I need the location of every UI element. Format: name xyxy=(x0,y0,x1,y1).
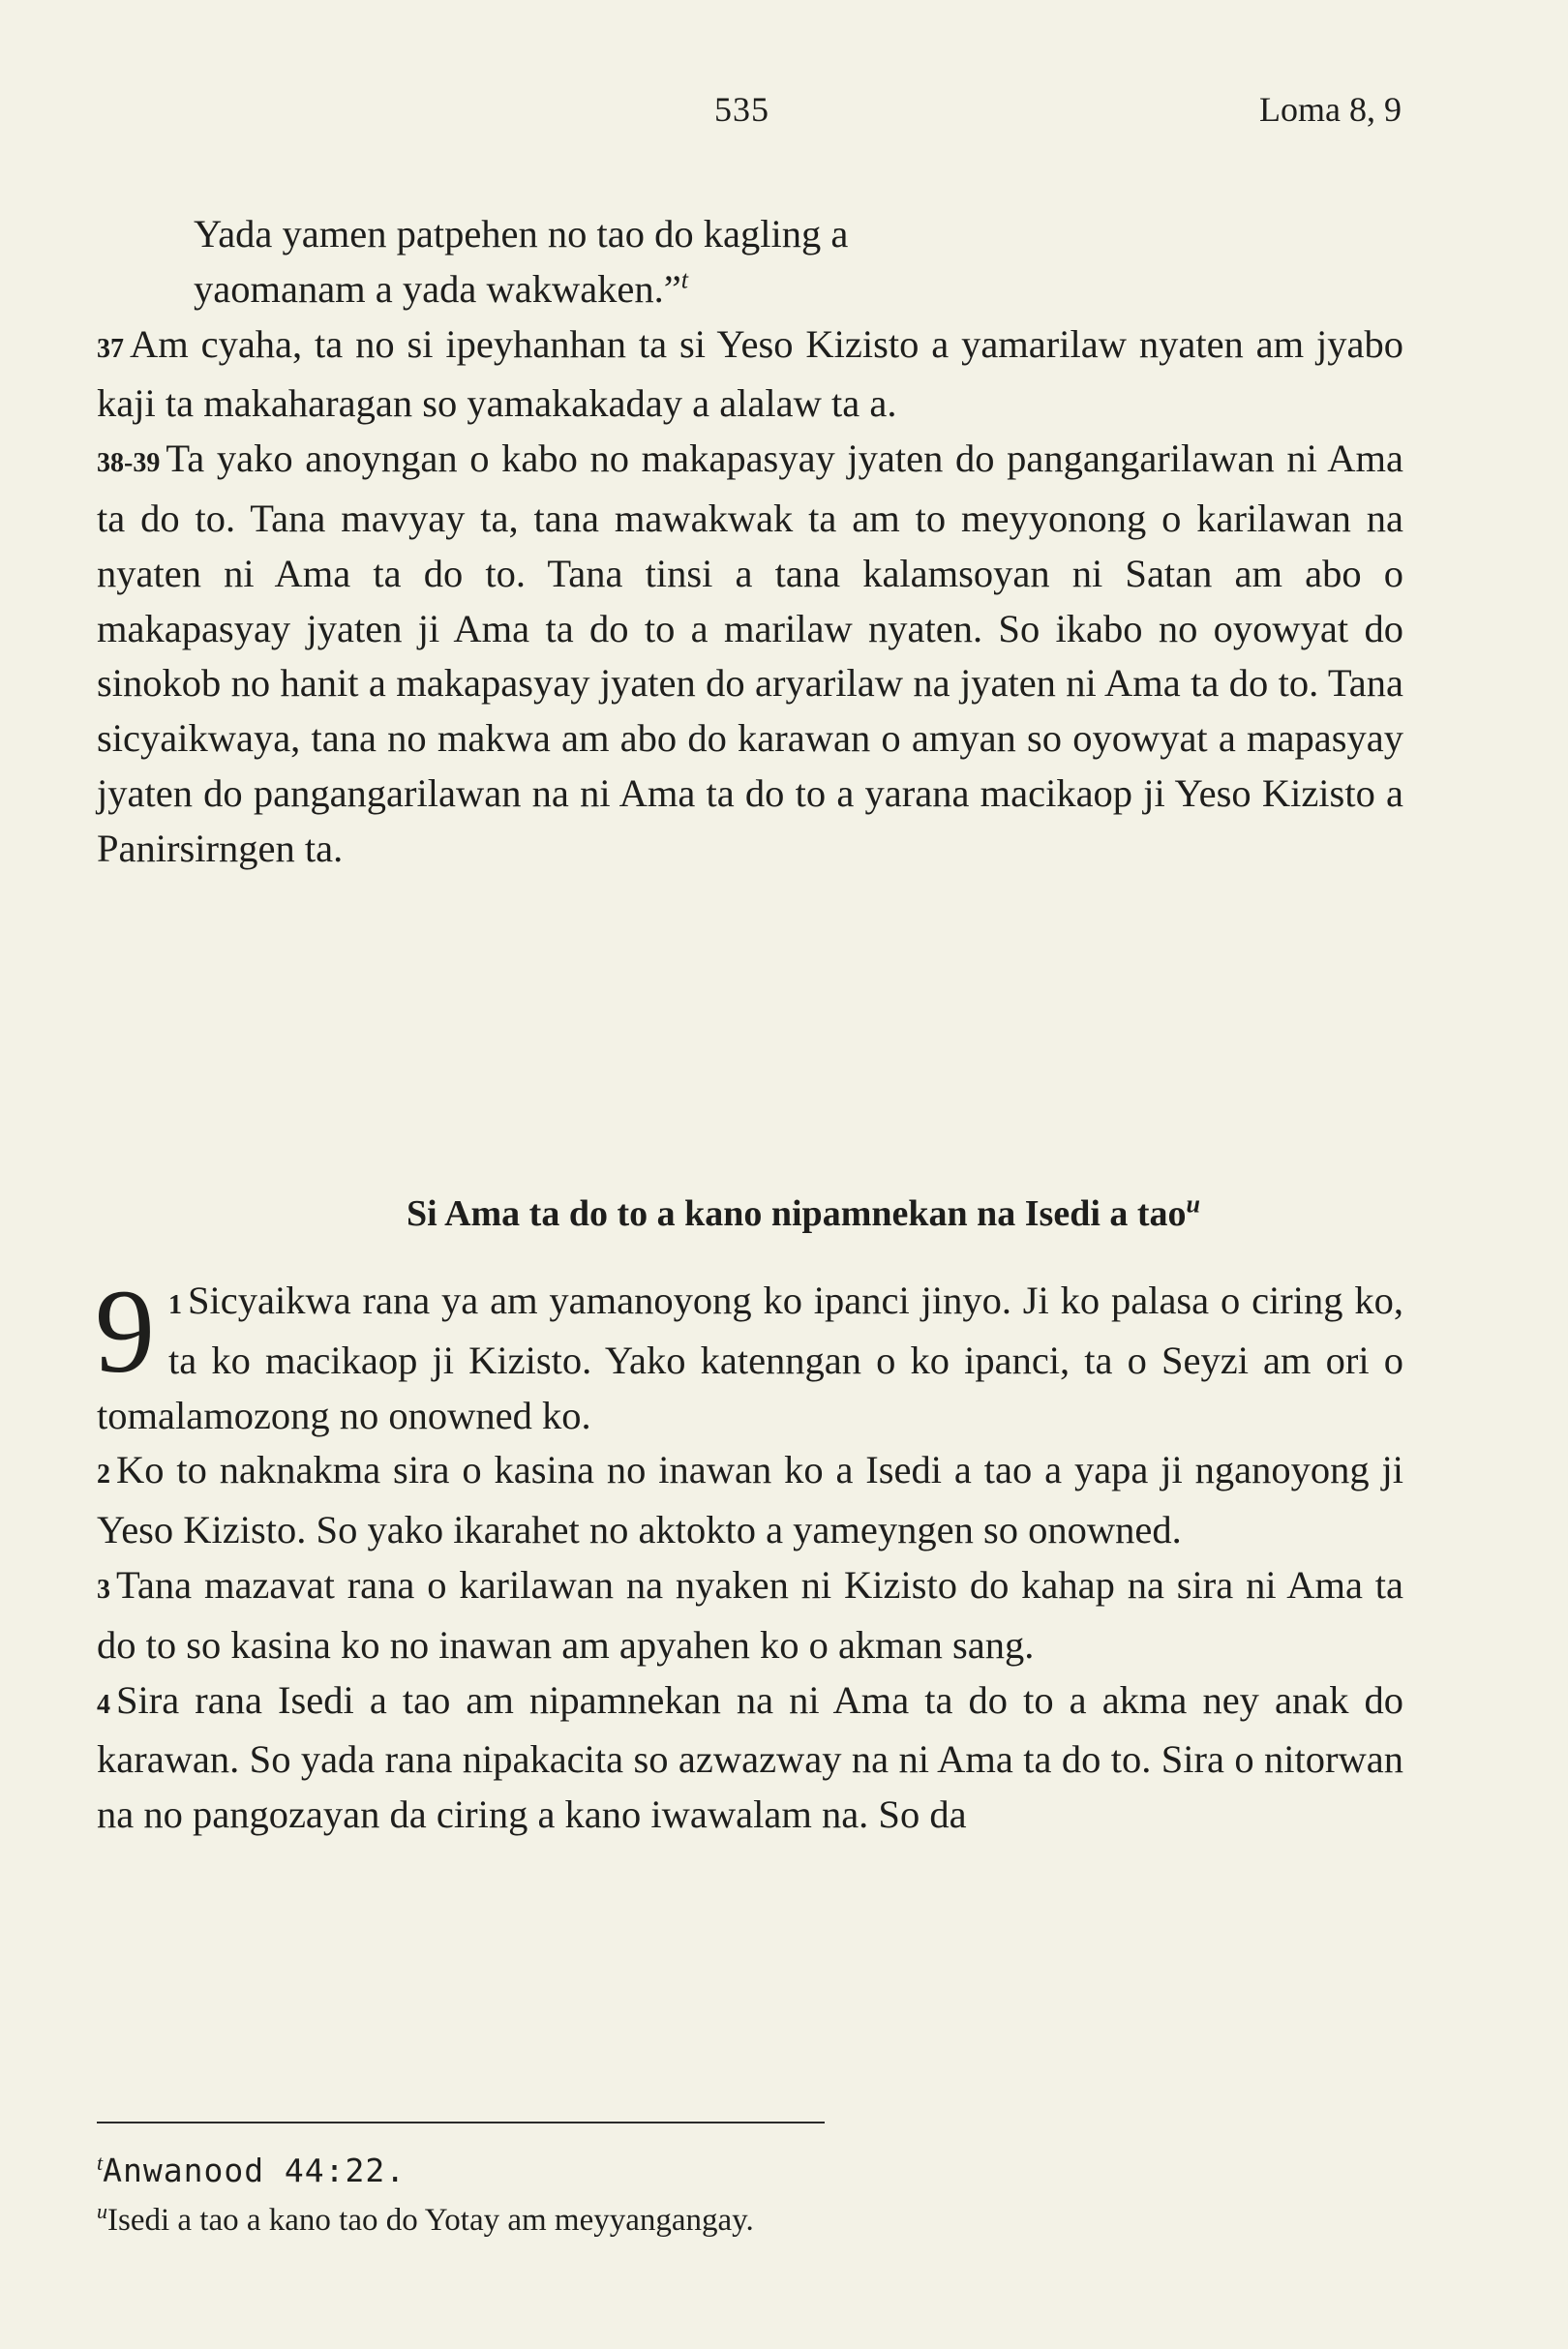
footnote-marker-t: t xyxy=(680,265,688,294)
chapter-number: 9 xyxy=(95,1265,155,1398)
footnote-letter: t xyxy=(97,2151,104,2175)
verse-37 xyxy=(97,317,1403,433)
verse-text: Ta yako anoyngan o kabo no makapasyay jyaten do pangangarilawan ni Ama ta do to. Tana mavyay ta, tana mawakwak ta am to meyyonong o karilawan na nyaten ni Ama ta do to. Tana tinsi a tana kalamsoyan ni Satan am abo o makapasyay jyaten ji Ama ta do to a marilaw nyaten. So ikabo no oyowyat do sinokob no hanit a makapasyay jyaten do aryarilaw na jyaten ni Ama ta do to. Tana sicyaikwaya, tana no makwa am abo do karawan o amyan so oyowyat a mapasyay jyaten do pangangarilawan na ni Ama ta do to a yarana macikaop ji Yeso Kizisto a Panirsirngen ta. xyxy=(97,437,1403,870)
verse-number: 38-39 xyxy=(97,448,161,479)
footnote-u xyxy=(97,2196,754,2244)
footnote-t xyxy=(97,2147,754,2196)
verse-text: Am cyaha, ta no si ipeyhanhan ta si Yeso Kizisto a yamarilaw nyaten am jyabo kaji ta makaharagan so yamakakaday a alalaw ta a. xyxy=(97,321,1403,426)
section-heading-text: Si Ama ta do to a kano nipamnekan na Isedi a tao xyxy=(406,1193,1187,1234)
verse-1 xyxy=(95,1265,1403,1443)
footnote-divider xyxy=(97,2122,825,2123)
footnotes xyxy=(97,2147,754,2244)
verse-38-39 xyxy=(97,432,1403,876)
verse-4 xyxy=(97,1673,1403,1843)
verse-number: 3 xyxy=(97,1574,110,1605)
verse-number: 2 xyxy=(97,1460,110,1491)
quote-line-2-text: yaomanam a yada wakwaken.” xyxy=(194,266,681,311)
verse-2 xyxy=(97,1443,1403,1558)
verse-text: Sira rana Isedi a tao am nipamnekan na ni Ama ta do to a akma ney anak do karawan. So yada rana nipakacita so azwazway na ni Ama ta do to. Sira o nitorwan na no pangozayan da ciring a kano iwawalam na. So da xyxy=(97,1677,1403,1837)
chapter-8-text xyxy=(97,207,1403,877)
chapter-9-text xyxy=(95,1265,1403,1843)
verse-number: 37 xyxy=(97,333,124,364)
verse-number: 4 xyxy=(97,1689,110,1720)
verse-text: Sicyaikwa rana ya am yamanoyong ko ipanci jinyo. Ji ko palasa o ciring ko, ta ko macikaop ji Kizisto. Yako katenngan o ko ipanci, ta o Seyzi am ori o tomalamozong no onowned ko. xyxy=(97,1279,1403,1437)
running-title: Loma 8, 9 xyxy=(1259,90,1402,129)
verse-number: 1 xyxy=(168,1290,182,1320)
footnote-text: Anwanood 44:22. xyxy=(103,2152,407,2189)
page-number: 535 xyxy=(714,90,769,129)
footnote-letter: u xyxy=(97,2199,107,2223)
verse-3 xyxy=(97,1558,1403,1673)
section-heading xyxy=(0,1192,1568,1235)
quote-line-2 xyxy=(97,262,1403,317)
footnote-marker-u: u xyxy=(1186,1190,1201,1219)
verse-text: Ko to naknakma sira o kasina no inawan ko a Isedi a tao a yapa ji nganoyong ji Yeso Kizisto. So yako ikarahet no aktokto a yameyngen so onowned. xyxy=(97,1448,1403,1552)
footnote-text: Isedi a tao a kano tao do Yotay am meyyangangay. xyxy=(107,2203,754,2238)
verse-text: Tana mazavat rana o karilawan na nyaken ni Kizisto do kahap na sira ni Ama ta do to so kasina ko no inawan am apyahen ko o akman sang. xyxy=(97,1562,1403,1667)
quote-line-1: Yada yamen patpehen no tao do kagling a xyxy=(194,212,849,256)
